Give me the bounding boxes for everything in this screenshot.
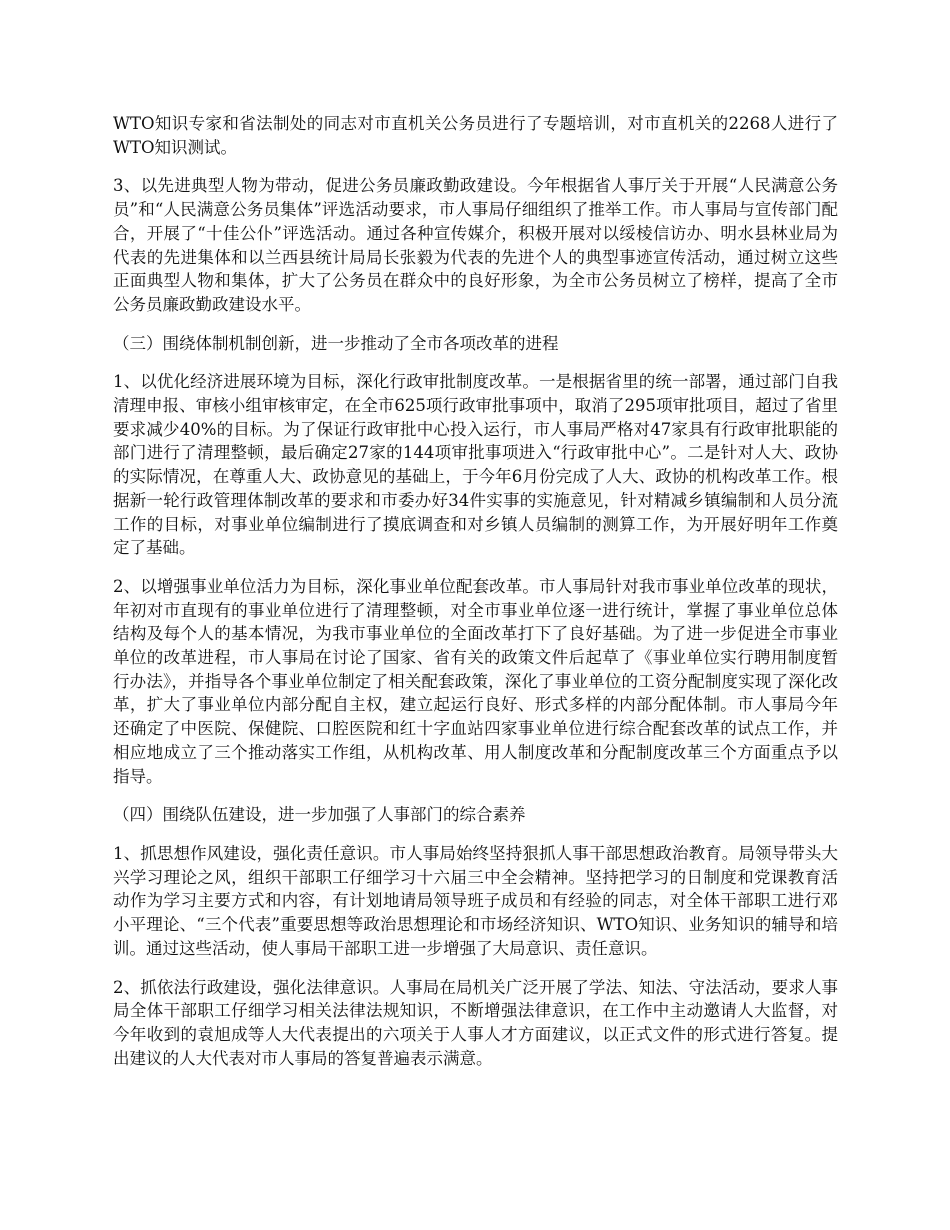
document-body <box>113 112 838 1085</box>
paragraph-wto-training: WTO知识专家和省法制处的同志对市直机关公务员进行了专题培训，对市直机关的2268人进行了WTO知识测试。 <box>113 114 838 157</box>
paragraph-admin-approval-reform: 1、以优化经济进展环境为目标，深化行政审批制度改革。一是根据省里的统一部署，通过部门自我清理申报、审核小组审核审定，在全市625项行政审批事项中，取消了295项审批项目，超过了省里要求减少40%的目标。为了保证行政审批中心投入运行，市人事局严格对47家具有行政审批职能的部门进行了清理整顿，最后确定27家的144项审批事项进入“行政审批中心”。二是针对人大、政协的实际情况，在尊重人大、政协意见的基础上，于今年6月份完成了人大、政协的机构改革工作。根据新一轮行政管理体制改革的要求和市委办好34件实事的实施意见，针对精减乡镇编制和人员分流工作的目标，对事业单位编制进行了摸底调查和对乡镇人员编制的测算工作，为开展好明年工作奠定了基础。 <box>113 372 838 558</box>
paragraph-public-institution-reform: 2、以增强事业单位活力为目标，深化事业单位配套改革。市人事局针对我市事业单位改革的现状，年初对市直现有的事业单位进行了清理整顿，对全市事业单位逐一进行统计，掌握了事业单位总体结构及每个人的基本情况，为我市事业单位的全面改革打下了良好基础。为了进一步促进全市事业单位的改革进程，市人事局在讨论了国家、省有关的政策文件后起草了《事业单位实行聘用制度暂行办法》，并指导各个事业单位制定了相关配套政策，深化了事业单位的工资分配制度实现了深化改革，扩大了事业单位内部分配自主权，建立起运行良好、形式多样的内部分配体制。市人事局今年还确定了中医院、保健院、口腔医院和红十字血站四家事业单位进行综合配套改革的试点工作，并相应地成立了三个推动落实工作组，从机构改革、用人制度改革和分配制度改革三个方面重点予以指导。 <box>113 576 838 786</box>
paragraph-legal-administration: 2、抓依法行政建设，强化法律意识。人事局在局机关广泛开展了学法、知法、守法活动，要求人事局全体干部职工仔细学习相关法律法规知识，不断增强法律意识，在工作中主动邀请人大监督，对今年收到的袁旭成等人大代表提出的六项关于人事人才方面建议，以正式文件的形式进行答复。提出建议的人大代表对市人事局的答复普遍表示满意。 <box>113 977 838 1068</box>
paragraph-ideology-building: 1、抓思想作风建设，强化责任意识。市人事局始终坚持狠抓人事干部思想政治教育。局领导带头大兴学习理论之风，组织干部职工仔细学习十六届三中全会精神。坚持把学习的日制度和党课教育活动作为学习主要方式和内容，有计划地请局领导班子成员和有经验的同志，对全体干部职工进行邓小平理论、“三个代表”重要思想等政治思想理论和市场经济知识、WTO知识、业务知识的辅导和培训。通过这些活动，使人事局干部职工进一步增强了大局意识、责任意识。 <box>113 843 838 958</box>
section-heading-4: （四）围绕队伍建设，进一步加强了人事部门的综合素养 <box>113 805 526 825</box>
section-heading-3: （三）围绕体制机制创新，进一步推动了全市各项改革的进程 <box>113 333 559 353</box>
paragraph-advanced-models: 3、以先进典型人物为带动，促进公务员廉政勤政建设。今年根据省人事厅关于开展“人民满意公务员”和“人民满意公务员集体”评选活动要求，市人事局仔细组织了推举工作。市人事局与宣传部门配合，开展了“十佳公仆”评选活动。通过各种宣传媒介，积极开展对以绥棱信访办、明水县林业局为代表的先进集体和以兰西县统计局局长张毅为代表的先进个人的典型事迹宣传活动，通过树立这些正面典型人物和集体，扩大了公务员在群众中的良好形象，为全市公务员树立了榜样，提高了全市公务员廉政勤政建设水平。 <box>113 176 838 314</box>
